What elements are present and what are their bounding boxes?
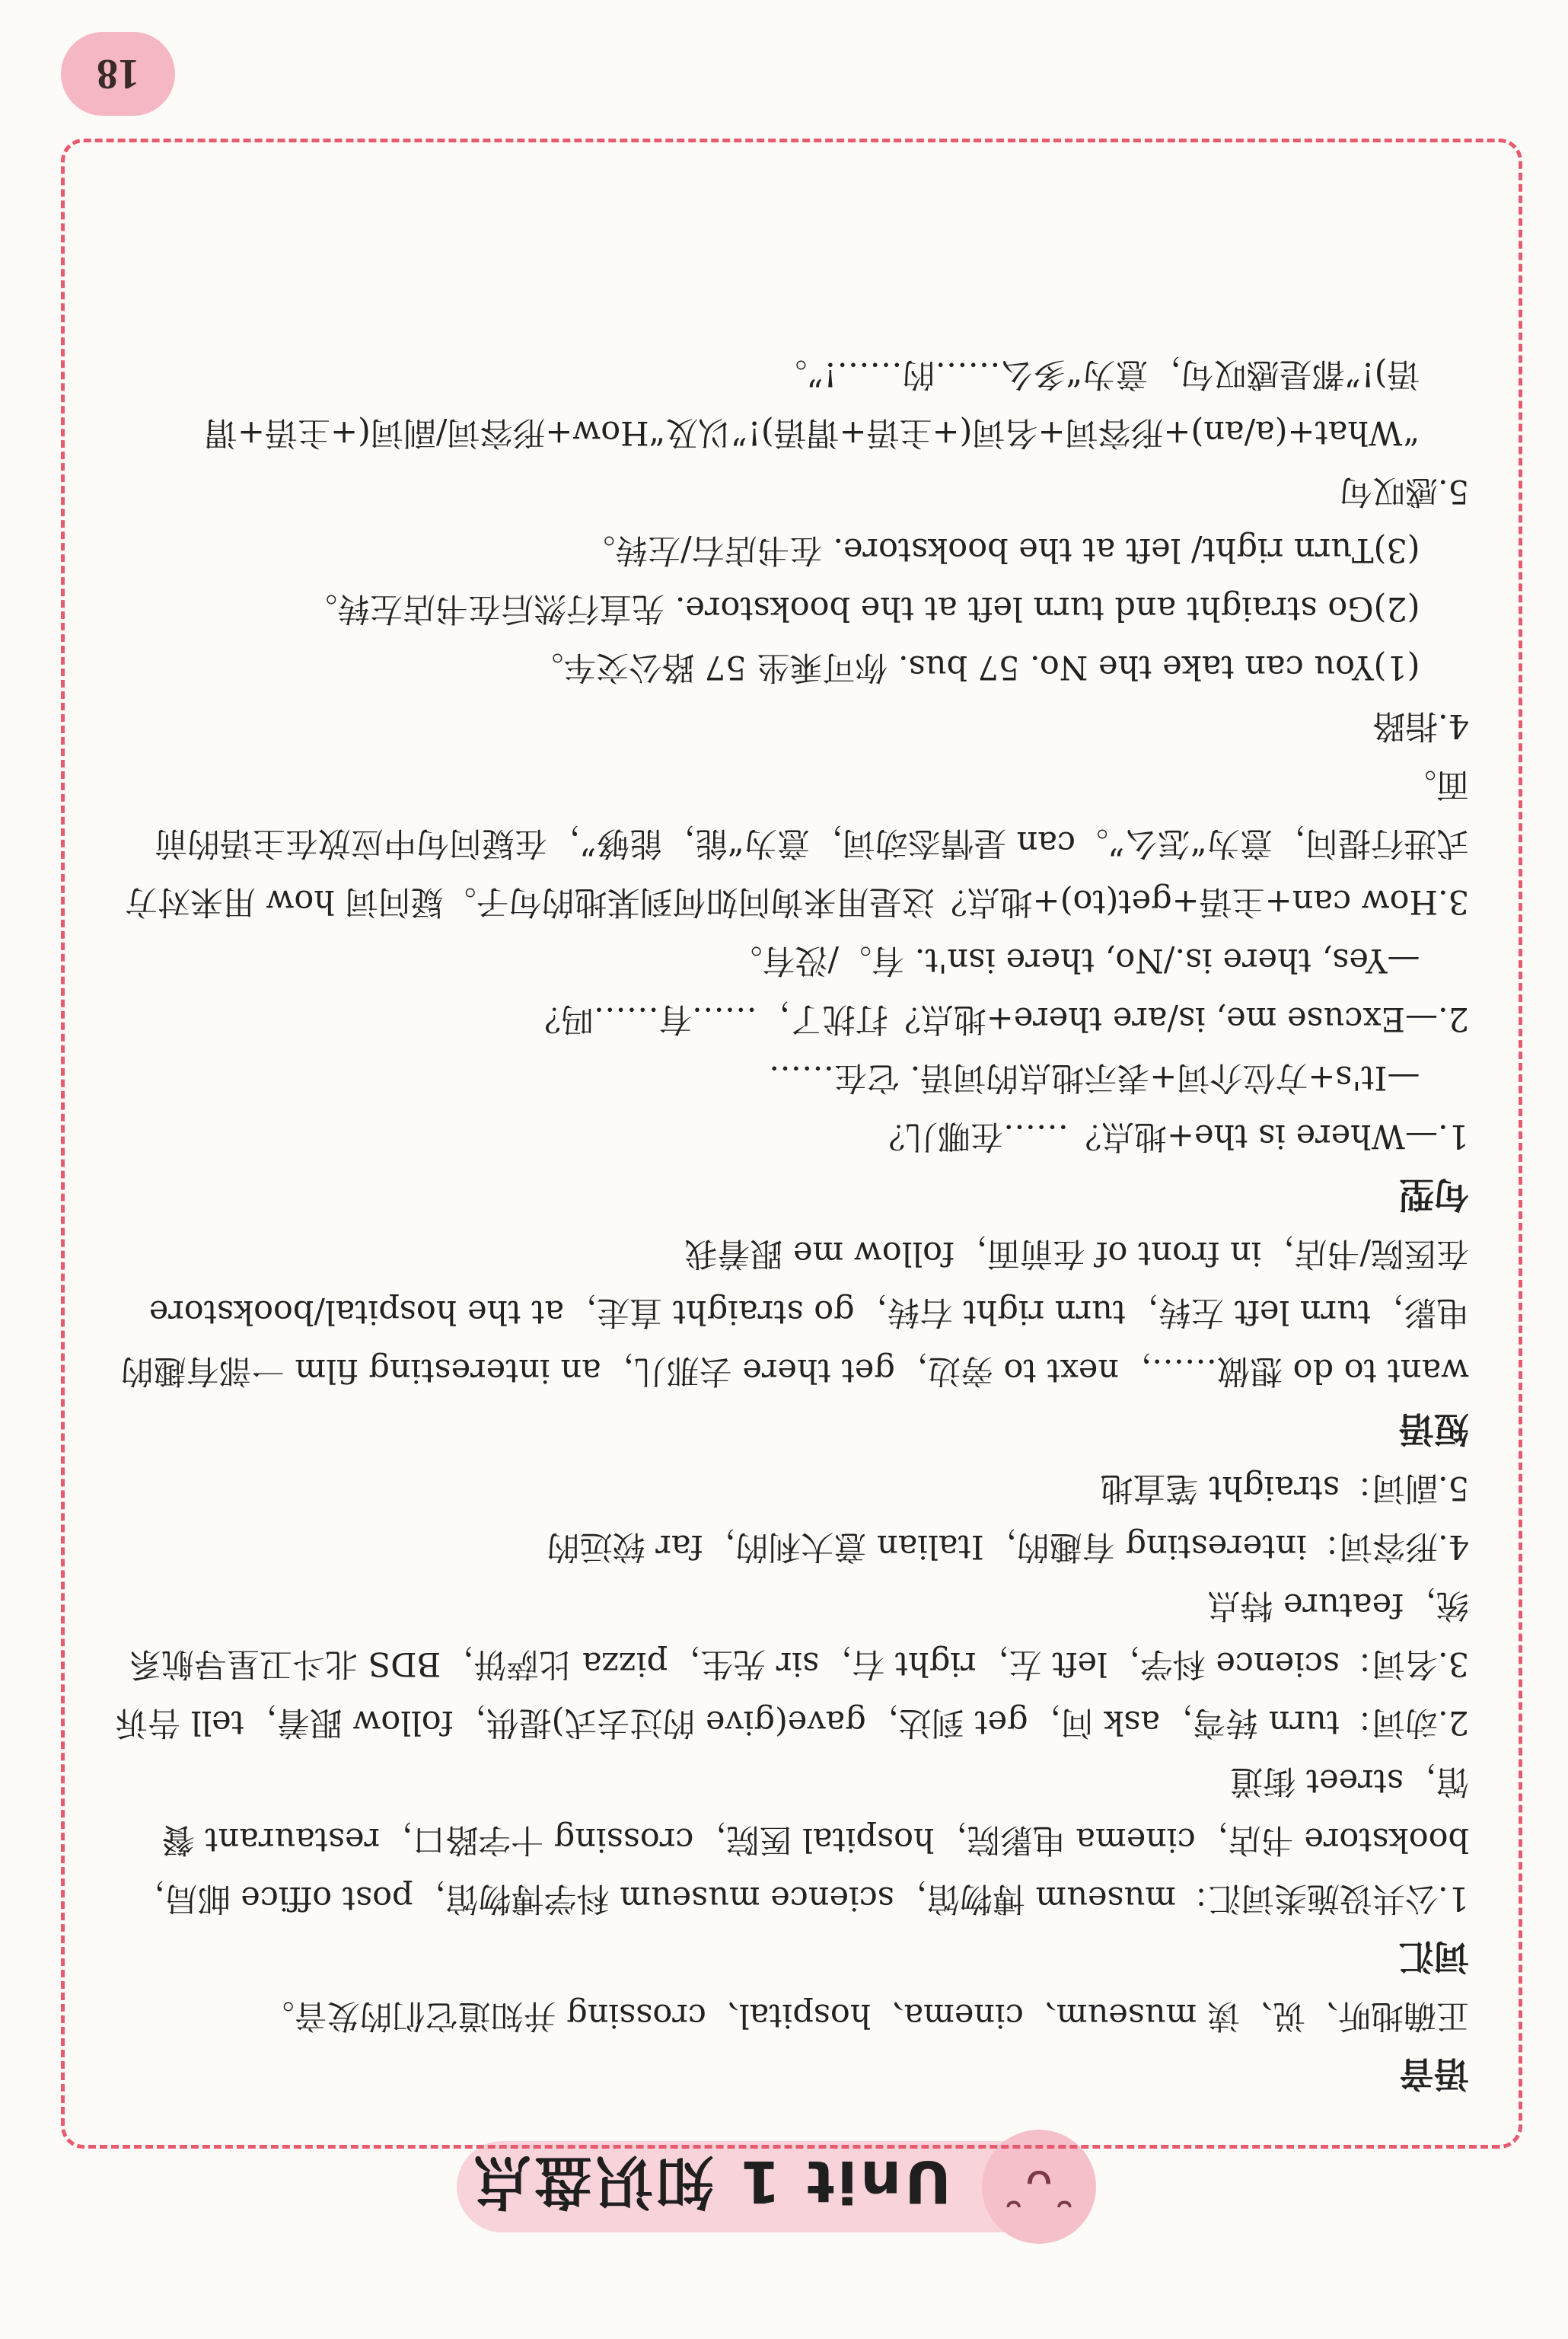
exclamations-text: “What+(a/an)+形容词+名词(+主语+谓语)!”以及“How+形容词/副词(+主语+谓语)!”都是感叹句，意为“多么……的……!”。 [205, 355, 1420, 452]
phrases-text: want to do 想做……，next to 旁边，get there 去那儿，an interesting film 一部有趣的电影，turn left 左转，turn right 右转，go straight 直走，at the hospital/bookstore 在医院/书店，in front of 在前面，follow me 跟着我 [120, 1234, 1469, 1390]
page-title: Unit 1 知识盘点 [470, 2148, 951, 2216]
section-heading-phrases: 短语 [1399, 1409, 1469, 1450]
directions-heading: 4.指路 [1372, 707, 1469, 745]
directions-item: (2)Go straight and turn left at the bookstore. 先直行然后在书店左转。 [304, 589, 1420, 627]
vocabulary-item: 3.名词：science 科学，left 左，right 右，sir 先生，pizza 比萨饼，BDS 北斗卫星导航系统，feature 特点 [129, 1586, 1469, 1683]
section-heading-vocabulary: 词汇 [1399, 1936, 1469, 1977]
sentence-item: 2.—Excuse me, is/are there+地点？打扰了，……有……吗？ [527, 1000, 1469, 1038]
directions-item: (3)Turn right/ left at the bookstore. 在书店右/左转。 [582, 531, 1420, 569]
sentence-item: 1.—Where is the+地点？……在哪儿？ [872, 1117, 1469, 1155]
directions-item: (1)You can take the No. 57 bus. 你可乘坐 57 路公交车。 [531, 648, 1420, 686]
content-body [107, 154, 1469, 2103]
sentence-item: —Yes, there is./No, there isn't. 有。/没有。 [729, 941, 1420, 979]
section-heading-sentences: 句型 [1399, 1174, 1469, 1215]
unit-title-banner [457, 2141, 1076, 2232]
pronunciation-text: 正确地听、说、读 museum、cinema、hospital、crossing 并知道它们的发音。 [261, 1996, 1469, 2034]
vocabulary-item: 1.公共设施类词汇：museum 博物馆，science museum 科学博物馆，post office 邮局，bookstore 书店，cinema 电影院，hospital 医院，crossing 十字路口，restaurant 餐馆，street 街道 [132, 1762, 1469, 1917]
exclamations-heading: 5.感叹句 [1339, 472, 1469, 510]
mascot-face-icon: ˘ᴗ˘ [982, 2130, 1096, 2244]
sentence-item: —It's+方位介词+表示地点的词语. 它在…… [768, 1058, 1420, 1096]
vocabulary-item: 5.副词：straight 笔直地 [1100, 1469, 1469, 1507]
vocabulary-item: 2.动词：turn 转弯，ask 问，get 到达，gave(give 的过去式)提供，follow 跟着，tell 告诉 [115, 1703, 1469, 1741]
sentence-item: 3.How can+主语+get(to)+地点？这是用来询问如何到某地的句子。疑问词 how 用来对方式进行提问，意为“怎么”。can 是情态动词，意为“能，能够”，在疑问句中应放在主语的前面。 [124, 765, 1469, 921]
page-number: 18 [61, 32, 175, 116]
section-heading-pronunciation: 语音 [1399, 2053, 1469, 2095]
vocabulary-item: 4.形容词：interesting 有趣的，Italian 意大利的，far 较远的 [547, 1527, 1469, 1565]
